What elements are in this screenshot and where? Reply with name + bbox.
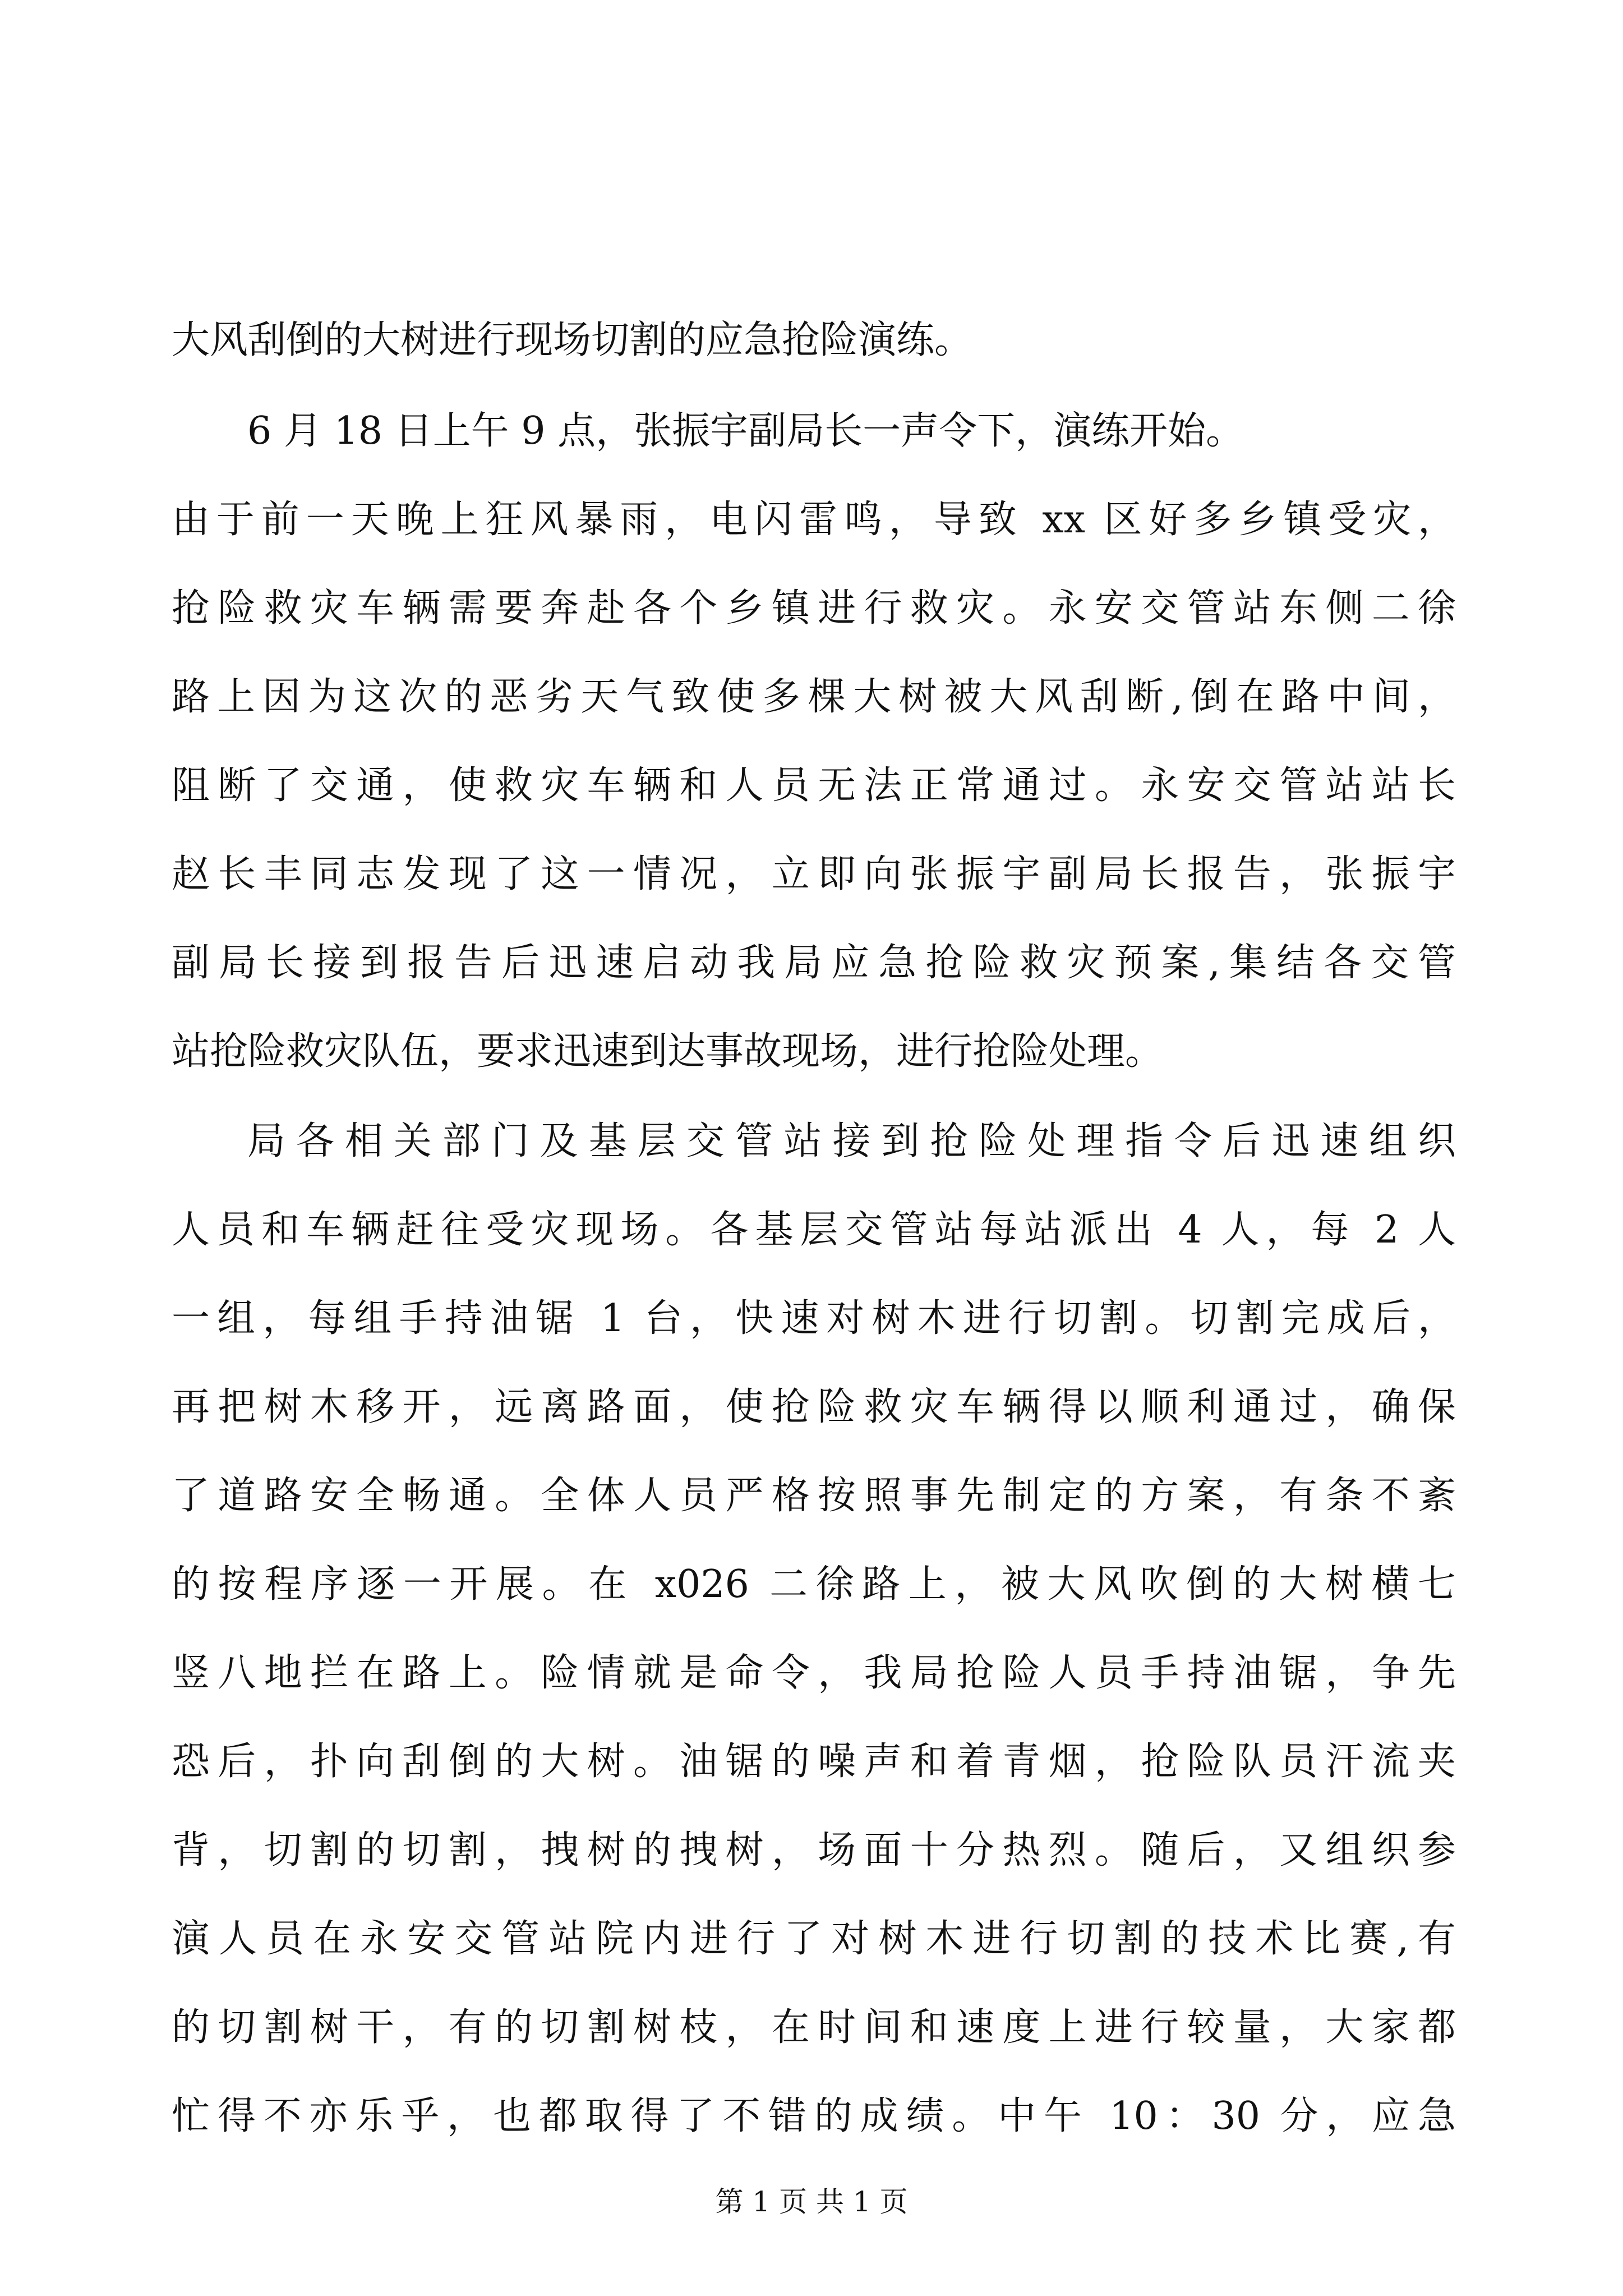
text-line-15: 的按程序逐一开展。在 x026 二徐路上，被大风吹倒的大树横七	[172, 1562, 1456, 1607]
text-line-13: 再把树木移开，远离路面，使抢险救灾车辆得以顺利通过，确保	[172, 1385, 1456, 1429]
text-line-1: 大风刮倒的大树进行现场切割的应急抢险演练。	[172, 318, 973, 362]
text-line-17: 恐后，扑向刮倒的大树。油锯的噪声和着青烟，抢险队员汗流夹	[172, 1740, 1456, 1784]
text-line-14: 了道路安全畅通。全体人员严格按照事先制定的方案，有条不紊	[172, 1474, 1456, 1518]
text-line-18: 背，切割的切割，拽树的拽树，场面十分热烈。随后，又组织参	[172, 1828, 1456, 1872]
text-line-10: 局各相关部门及基层交管站接到抢险处理指令后迅速组织	[247, 1119, 1456, 1163]
text-line-6: 阻断了交通，使救灾车辆和人员无法正常通过。永安交管站站长	[172, 763, 1456, 808]
text-line-19: 演人员在永安交管站院内进行了对树木进行切割的技术比赛,有	[172, 1917, 1456, 1961]
text-line-2: 6 月 18 日上午 9 点，张振宇副局长一声令下，演练开始。	[247, 409, 1244, 453]
text-line-3: 由于前一天晚上狂风暴雨，电闪雷鸣，导致 xx 区好多乡镇受灾，	[172, 498, 1456, 542]
text-line-9: 站抢险救灾队伍，要求迅速到达事故现场，进行抢险处理。	[172, 1029, 1164, 1074]
text-line-21: 忙得不亦乐乎，也都取得了不错的成绩。中午 10：30 分，应急	[172, 2094, 1456, 2138]
text-line-20: 的切割树干，有的切割树枝，在时间和速度上进行较量，大家都	[172, 2005, 1456, 2050]
text-line-12: 一组，每组手持油锯 1 台，快速对树木进行切割。切割完成后，	[172, 1296, 1456, 1341]
text-line-7: 赵长丰同志发现了这一情况，立即向张振宇副局长报告，张振宇	[172, 852, 1456, 896]
text-line-5: 路上因为这次的恶劣天气致使多棵大树被大风刮断,倒在路中间，	[172, 675, 1456, 719]
text-line-8: 副局长接到报告后迅速启动我局应急抢险救灾预案,集结各交管	[172, 941, 1456, 985]
text-line-16: 竖八地拦在路上。险情就是命令，我局抢险人员手持油锯，争先	[172, 1651, 1456, 1695]
text-line-4: 抢险救灾车辆需要奔赴各个乡镇进行救灾。永安交管站东侧二徐	[172, 586, 1456, 631]
text-line-11: 人员和车辆赶往受灾现场。各基层交管站每站派出 4 人，每 2 人	[172, 1208, 1456, 1252]
page-footer: 第 1 页 共 1 页	[715, 2185, 908, 2218]
